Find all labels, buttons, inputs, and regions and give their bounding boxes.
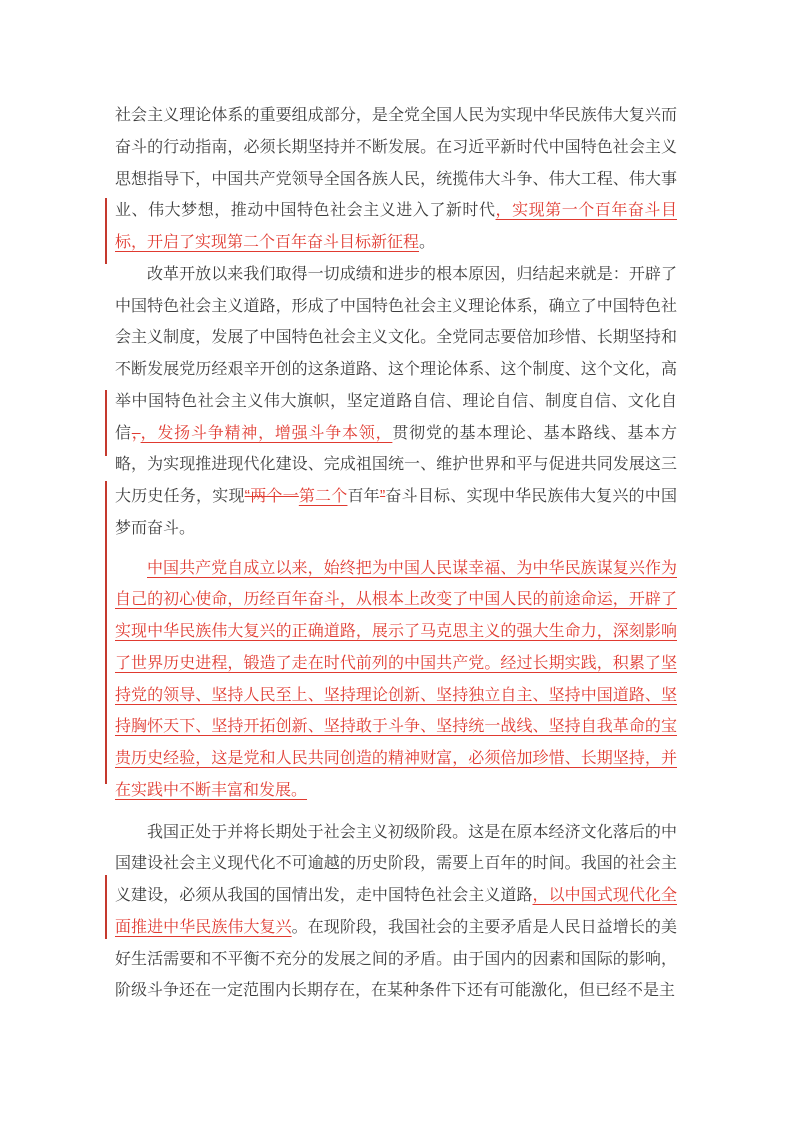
deleted-text-run: ” — [379, 488, 386, 505]
change-bar — [105, 875, 107, 939]
paragraph — [115, 553, 677, 807]
inserted-text-run: ，实现第一个百年奋斗目标，开启了实现第二个百年奋斗目标新征程 — [115, 202, 677, 251]
change-bar — [105, 481, 107, 784]
text-run: 百年 — [347, 488, 380, 505]
text-run: 。在现阶段，我国社会的主要矛盾是人民日益增长的美好生活需要和不平衡不充分的发展之间的矛盾。由于国内的因素和国际的影响，阶级斗争还在一定范围内长期存在，在某种条件下还有可能激化，但已经不是主 — [115, 918, 677, 1000]
document-body — [115, 100, 677, 1007]
text-run: 。 — [419, 234, 436, 251]
paragraph — [115, 817, 677, 1008]
deleted-text-run: “两个一 — [244, 488, 299, 505]
text-run: 改革开放以来我们取得一切成绩和进步的根本原因，归结起来就是：开辟了中国特色社会主义道路，形成了中国特色社会主义理论体系，确立了中国特色社会主义制度，发展了中国特色社会主义文化。全党同志要倍加珍惜、长期坚持和不断发展党历经艰辛开创的这条道路、这个理论体系、这个制度、这个文化，高举中国特色社会主义伟大旗帜，坚定道路自信、理论自信、制度自信、文化自信 — [115, 265, 677, 442]
text-run: 奋斗目标、实现中华民族伟大复兴的中国梦而奋斗。 — [115, 488, 677, 537]
text-run: 贯彻党的基本理论、基本路线、基本方略，为实现推进现代化建设、完成祖国统一、维护世界和平与促进共同发展这三大历史任务，实现 — [115, 424, 677, 505]
change-bar — [105, 390, 107, 456]
text-run: 我国正处于并将长期处于社会主义初级阶段。这是在原本经济文化落后的中国建设社会主义现代化不可逾越的历史阶段，需要上百年的时间。我国的社会主义建设，必须从我国的国情出发，走中国特色社会主义道路 — [115, 823, 677, 904]
paragraph — [115, 100, 677, 259]
inserted-text-run: 中国共产党自成立以来，始终把为中国人民谋幸福、为中华民族谋复兴作为自己的初心使命，历经百年奋斗，从根本上改变了中国人民的前途命运，开辟了实现中华民族伟大复兴的正确道路，展示了马克思主义的强大生命力，深刻影响了世界历史进程，锻造了走在时代前列的中国共产党。经过长期实践，积累了坚持党的领导、坚持人民至上、坚持理论创新、坚持独立自主、坚持中国道路、坚持胸怀天下、坚持开拓创新、坚持敢于斗争、坚持统一战线、坚持自我革命的宝贵历史经验，这是党和人民共同创造的精神财富，必须倍加珍惜、长期坚持，并在实践中不断丰富和发展。 — [115, 559, 677, 799]
paragraph — [115, 259, 677, 545]
inserted-text-run: ，发扬斗争精神，增强斗争本领， — [140, 424, 393, 442]
text-run: 社会主义理论体系的重要组成部分，是全党全国人民为实现中华民族伟大复兴而奋斗的行动指南，必须长期坚持并不断发展。在习近平新时代中国特色社会主义思想指导下，中国共产党领导全国各族人民，统揽伟大斗争、伟大工程、伟大事业、伟大梦想，推动中国特色社会主义进入了新时代 — [115, 107, 677, 220]
inserted-text-run: ，以中国式现代化全面推进中华民族伟大复兴 — [115, 887, 677, 936]
change-bar — [105, 198, 107, 264]
inserted-text-run: 第二个 — [298, 488, 348, 505]
deleted-text-run: ， — [131, 424, 141, 442]
